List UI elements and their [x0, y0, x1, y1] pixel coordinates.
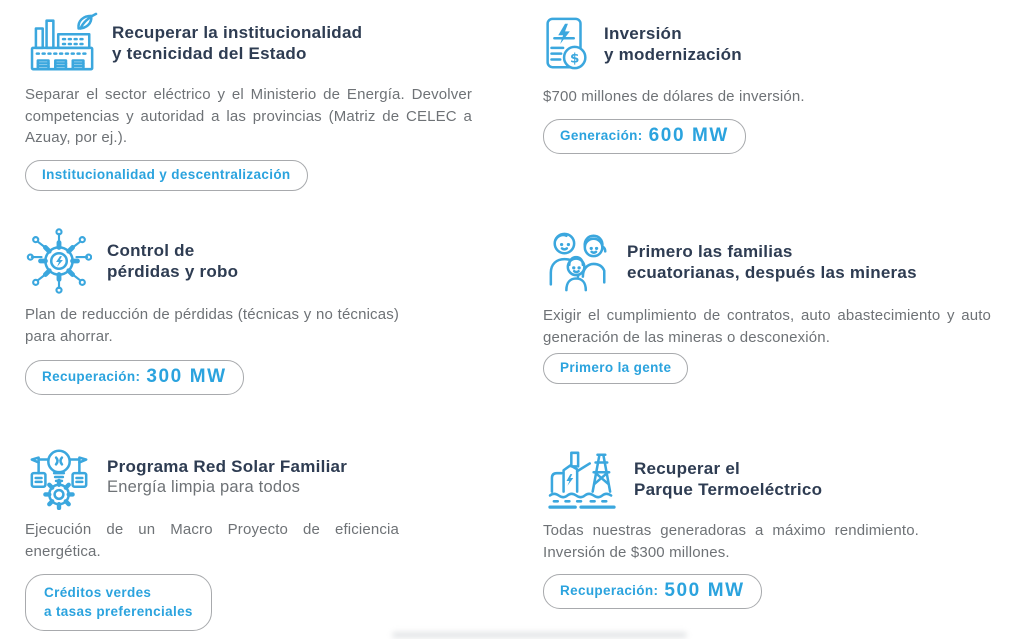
badge-value: 500 MW — [664, 580, 745, 601]
thermoelectric-icon — [543, 446, 621, 512]
section-title-line2: y tecnicidad del Estado — [112, 44, 307, 63]
section-title-line1: Recuperar la institucionalidad — [112, 23, 363, 42]
bottom-crop-artifact — [392, 632, 687, 638]
badge-primero-la-gente — [543, 353, 688, 384]
section-header — [543, 227, 991, 297]
section-title-line2: y modernización — [604, 45, 742, 64]
badge-label-line2: a tasas preferenciales — [44, 604, 193, 619]
badge-generacion — [543, 119, 746, 154]
section-header — [543, 14, 990, 74]
badge-creditos-verdes — [25, 574, 212, 631]
solar-innovation-icon — [25, 443, 93, 511]
section-body: Plan de reducción de pérdidas (técnicas y no técnicas) para ahorrar. — [25, 306, 399, 345]
badge-recuperacion-500 — [543, 574, 762, 609]
section-body: Ejecución de un Macro Proyecto de eficiencia energética. — [25, 521, 399, 560]
section-body: Separar el sector eléctrico y el Ministerio de Energía. Devolver competencias y autoridad a las provincias (Matriz de CELEC a Azuay, por ej.). — [25, 86, 472, 146]
section-title-line1: Recuperar el — [634, 459, 740, 478]
section-title-line1: Inversión — [604, 24, 682, 43]
section-title-line1: Control de — [107, 241, 195, 260]
badge-label: Institucionalidad y descentralización — [42, 166, 291, 182]
invoice-energy-icon — [543, 14, 589, 74]
section-subtitle: Energía limpia para todos — [107, 478, 301, 496]
factory-leaf-icon — [25, 10, 105, 76]
section-body: $700 millones de dólares de inversión. — [543, 88, 805, 105]
badge-value: 300 MW — [146, 366, 227, 387]
section-header — [25, 10, 472, 76]
svg-text:$: $ — [569, 50, 580, 67]
badge-label: Generación: — [560, 127, 643, 143]
section-title-line2: ecuatorianas, después las mineras — [627, 263, 917, 282]
section-header — [543, 446, 919, 512]
section-header — [25, 226, 399, 296]
badge-recuperacion-300 — [25, 360, 244, 395]
badge-label: Recuperación: — [560, 583, 659, 598]
section-title-line2: pérdidas y robo — [107, 262, 239, 281]
section-control-perdidas — [25, 226, 399, 395]
section-title: Programa Red Solar Familiar — [107, 457, 348, 476]
section-inversion — [543, 14, 990, 154]
family-icon — [543, 227, 615, 297]
section-familias — [543, 227, 991, 384]
badge-value: 600 MW — [648, 124, 729, 146]
section-title-line1: Primero las familias — [627, 242, 793, 261]
gear-network-icon — [25, 226, 93, 296]
section-body: Todas nuestras generadoras a máximo rendimiento. Inversión de $300 millones. — [543, 522, 919, 561]
section-termoelectrico — [543, 446, 919, 609]
section-header — [25, 443, 399, 511]
section-title-line2: Parque Termoeléctrico — [634, 480, 823, 499]
badge-label: Primero la gente — [560, 360, 672, 375]
badge-label: Recuperación: — [42, 369, 141, 384]
section-body: Exigir el cumplimiento de contratos, auto abastecimiento y auto generación de las mineras o desconexión. — [543, 307, 991, 346]
section-institucionalidad — [25, 10, 472, 191]
badge-institucionalidad — [25, 160, 308, 191]
badge-label-line1: Créditos verdes — [44, 585, 152, 600]
section-red-solar — [25, 443, 399, 631]
